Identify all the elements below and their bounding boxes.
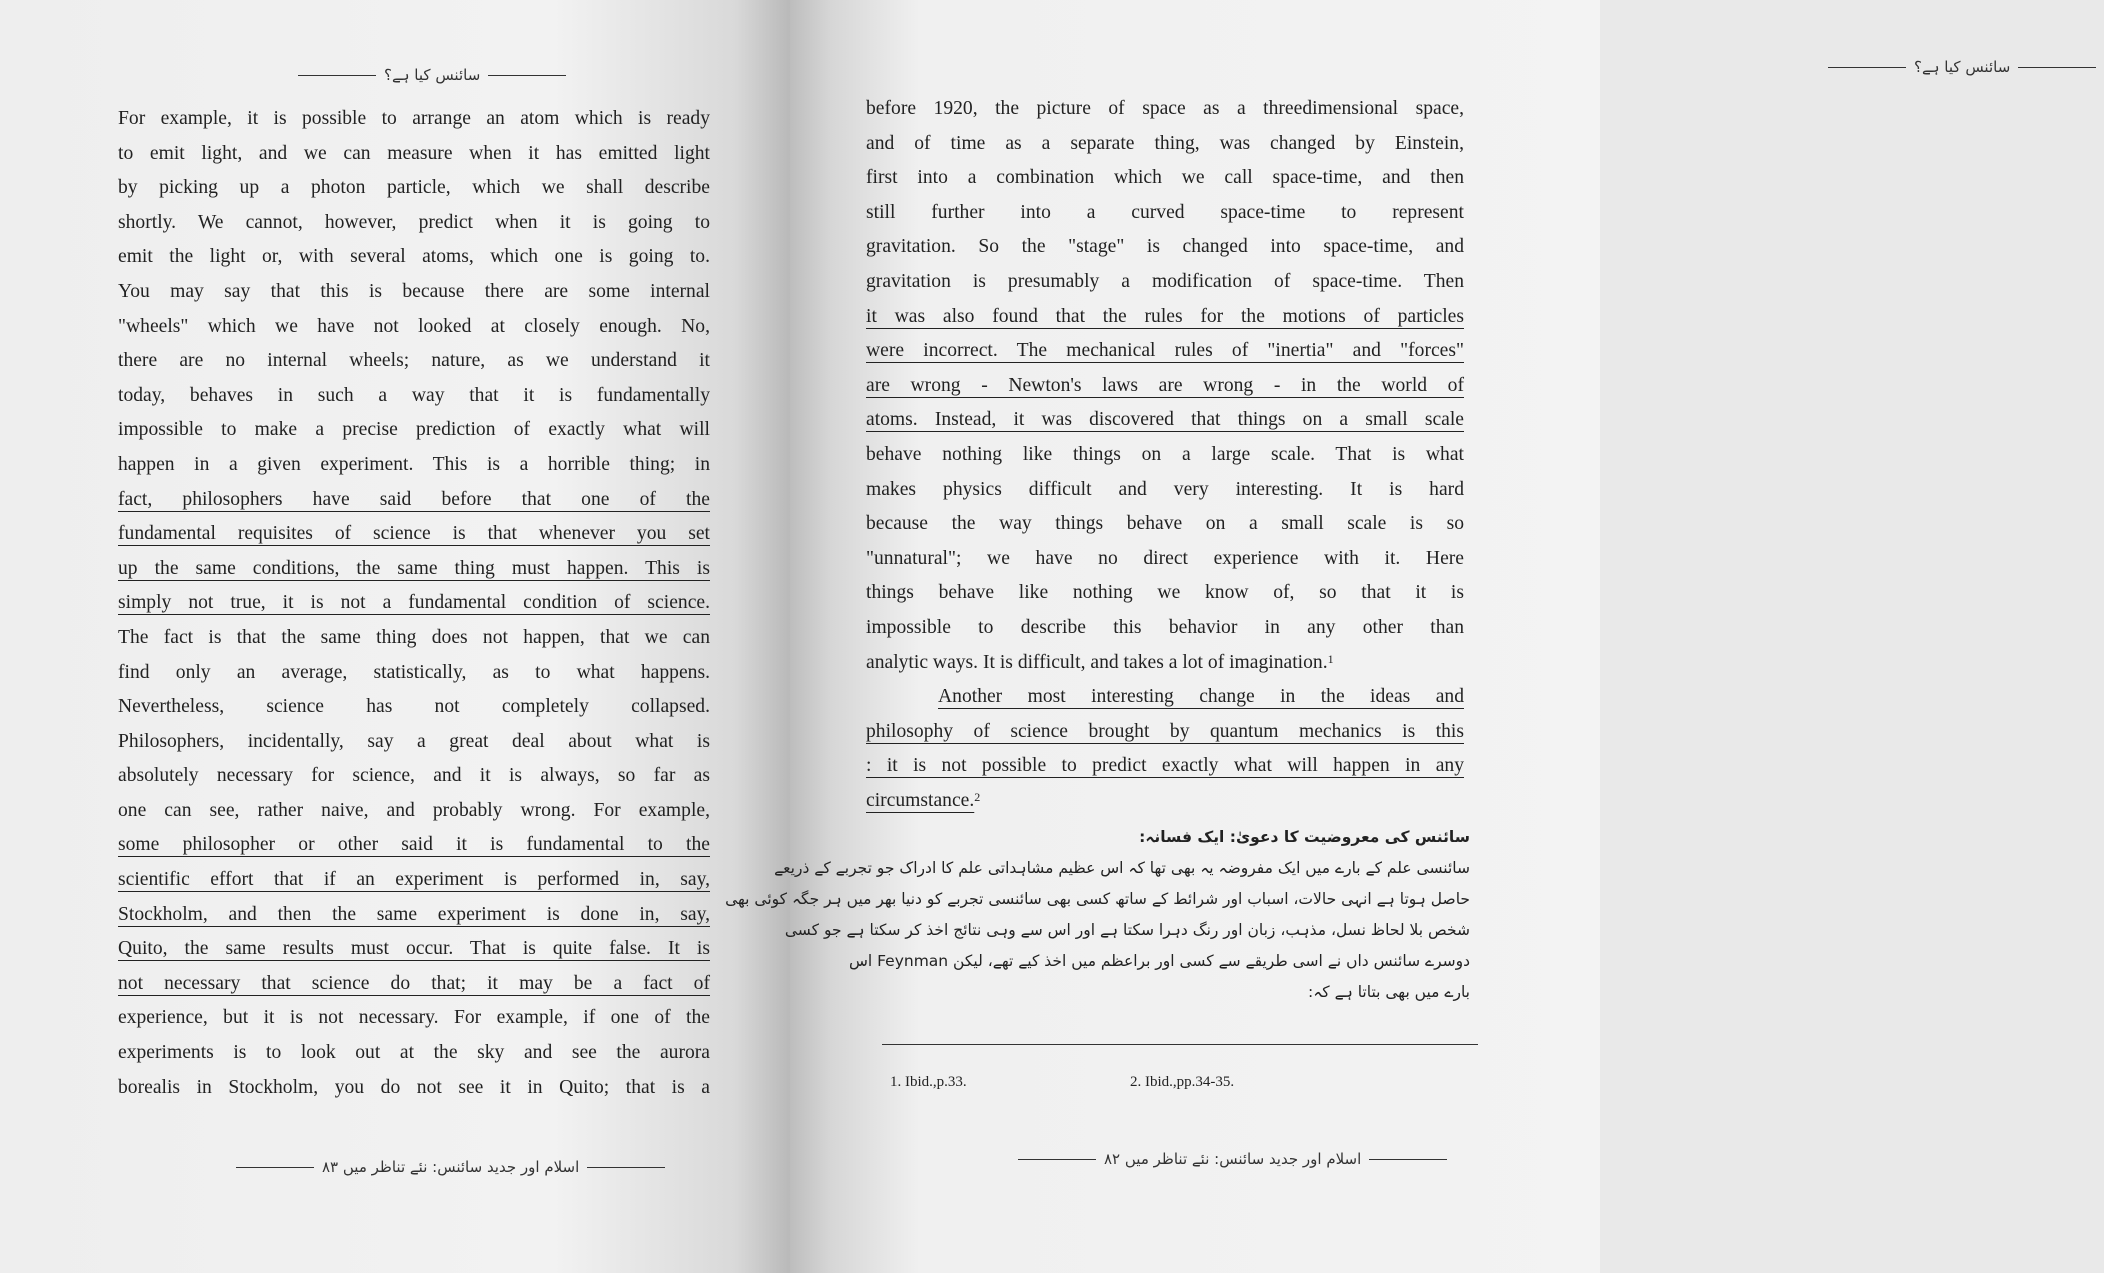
underlined-text: circumstance. bbox=[866, 789, 975, 811]
body-line: For example, it is possible to arrange an atom which is ready bbox=[118, 108, 710, 129]
body-line bbox=[866, 646, 1464, 681]
body-line bbox=[866, 784, 1464, 819]
footnote-2: 2. Ibid.,pp.34-35. bbox=[1130, 1074, 1235, 1090]
urdu-line: بارے میں بھی بتاتا ہے کہ: bbox=[1308, 983, 1470, 1001]
body-line: absolutely necessary for science, and it is always, so far as bbox=[118, 765, 710, 787]
body-line: Nevertheless, science has not completely collapsed. bbox=[118, 696, 710, 718]
footnote-divider bbox=[882, 1044, 1478, 1045]
underlined-line: scientific effort that if an experiment is performed in, say, bbox=[118, 869, 710, 891]
right-page-body bbox=[866, 92, 1464, 818]
urdu-line: شخص بلا لحاظ نسل، مذہب، زبان اور رنگ دہرا سکتا ہے اور اس سے وہی نتائج اخذ کر سکتا ہے جو کسی bbox=[784, 921, 1470, 939]
body-line: emit the light or, with several atoms, which one is going to. bbox=[118, 246, 710, 268]
underlined-line: it was also found that the rules for the motions of particles bbox=[866, 305, 1464, 327]
body-line: by picking up a photon particle, which we shall describe bbox=[118, 177, 710, 199]
underlined-line: fact, philosophers have said before that one of the bbox=[118, 488, 710, 510]
body-line: gravitation is presumably a modification of space-time. Then bbox=[866, 270, 1464, 292]
body-line: impossible to describe this behavior in any other than bbox=[866, 616, 1464, 638]
urdu-line: دوسرے سائنس داں نے اسی طریقے سے کسی اور براعظم میں اخذ کیے تھے، لیکن Feynman اس bbox=[848, 952, 1470, 970]
urdu-section-heading: سائنس کی معروضیت کا دعویٰ: ایک فسانہ: bbox=[1139, 828, 1470, 846]
body-line: gravitation. So the "stage" is changed into space-time, and bbox=[866, 236, 1464, 258]
body-line: happen in a given experiment. This is a horrible thing; in bbox=[118, 453, 710, 475]
body-line: one can see, rather naive, and probably wrong. For example, bbox=[118, 799, 710, 821]
body-line: experiments is to look out at the sky and see the aurora bbox=[118, 1042, 710, 1064]
body-line: today, behaves in such a way that it is fundamentally bbox=[118, 384, 710, 406]
urdu-line: حاصل ہوتا ہے انہی حالات، اسباب اور شرائط کے ساتھ کسی بھی سائنسی تجربے کو دنیا بھر میں ہر جگہ کوئی بھی bbox=[725, 890, 1470, 908]
body-line: Philosophers, incidentally, say a great deal about what is bbox=[118, 730, 710, 752]
left-page-header: سائنس کیا ہے؟ bbox=[290, 66, 574, 84]
footnote-ref-1: 1 bbox=[1327, 651, 1334, 666]
body-line: because the way things behave on a small scale is so bbox=[866, 513, 1464, 535]
body-line: to emit light, and we can measure when it has emitted light bbox=[118, 142, 710, 164]
body-line: still further into a curved space-time to represent bbox=[866, 201, 1464, 223]
underlined-line: not necessary that science do that; it may be a fact of bbox=[118, 972, 710, 994]
body-line: borealis in Stockholm, you do not see it in Quito; that is a bbox=[118, 1076, 710, 1098]
underlined-line: simply not true, it is not a fundamental condition of science. bbox=[118, 592, 710, 614]
underlined-line: philosophy of science brought by quantum mechanics is this bbox=[866, 720, 1464, 742]
left-page-body bbox=[118, 102, 710, 1105]
body-line: makes physics difficult and very interesting. It is hard bbox=[866, 478, 1464, 500]
urdu-section bbox=[725, 822, 1470, 1008]
body-line: impossible to make a precise prediction of exactly what will bbox=[118, 419, 710, 441]
footnote-ref-2: 2 bbox=[974, 789, 981, 804]
body-line: You may say that this is because there are some internal bbox=[118, 280, 710, 302]
underlined-line: were incorrect. The mechanical rules of "inertia" and "forces" bbox=[866, 340, 1464, 362]
underlined-line: Stockholm, and then the same experiment is done in, say, bbox=[118, 903, 710, 925]
underlined-line: : it is not possible to predict exactly what will happen in any bbox=[866, 755, 1464, 777]
underlined-line: Quito, the same results must occur. That is quite false. It is bbox=[118, 938, 710, 960]
body-line: The fact is that the same thing does not happen, that we can bbox=[118, 626, 710, 648]
body-line: before 1920, the picture of space as a threedimensional space, bbox=[866, 98, 1464, 119]
body-line: behave nothing like things on a large scale. That is what bbox=[866, 443, 1464, 465]
urdu-line: سائنسی علم کے بارے میں ایک مفروضہ یہ بھی تھا کہ اس عظیم مشاہداتی علم کا ادراک جو تجربے کے ذریعے bbox=[774, 859, 1470, 877]
body-line: "wheels" which we have not looked at closely enough. No, bbox=[118, 315, 710, 337]
footnote-1: 1. Ibid.,p.33. bbox=[890, 1074, 967, 1090]
body-line: things behave like nothing we know of, so that it is bbox=[866, 582, 1464, 604]
underlined-line: Another most interesting change in the ideas and bbox=[938, 686, 1464, 708]
body-line: experience, but it is not necessary. For example, if one of the bbox=[118, 1007, 710, 1029]
underlined-line: up the same conditions, the same thing must happen. This is bbox=[118, 557, 710, 579]
body-line: shortly. We cannot, however, predict when it is going to bbox=[118, 211, 710, 233]
underlined-line: some philosopher or other said it is fundamental to the bbox=[118, 834, 710, 856]
underlined-line: atoms. Instead, it was discovered that things on a small scale bbox=[866, 409, 1464, 431]
underlined-line: fundamental requisites of science is that whenever you set bbox=[118, 523, 710, 545]
body-line: there are no internal wheels; nature, as we understand it bbox=[118, 350, 710, 372]
left-page-footer: اسلام اور جدید سائنس: نئے تناظر میں ۸۳ bbox=[228, 1158, 673, 1176]
body-line-text: analytic ways. It is difficult, and takes a lot of imagination. bbox=[866, 651, 1328, 673]
right-page-header: سائنس کیا ہے؟ bbox=[1820, 58, 2104, 76]
right-page-footer: اسلام اور جدید سائنس: نئے تناظر میں ۸۲ bbox=[1010, 1150, 1455, 1168]
body-line: "unnatural"; we have no direct experience with it. Here bbox=[866, 547, 1464, 569]
body-line: and of time as a separate thing, was changed by Einstein, bbox=[866, 132, 1464, 154]
underlined-line: are wrong - Newton's laws are wrong - in the world of bbox=[866, 374, 1464, 396]
left-page bbox=[0, 0, 790, 1273]
body-line: find only an average, statistically, as to what happens. bbox=[118, 661, 710, 683]
body-line: first into a combination which we call space-time, and then bbox=[866, 167, 1464, 189]
